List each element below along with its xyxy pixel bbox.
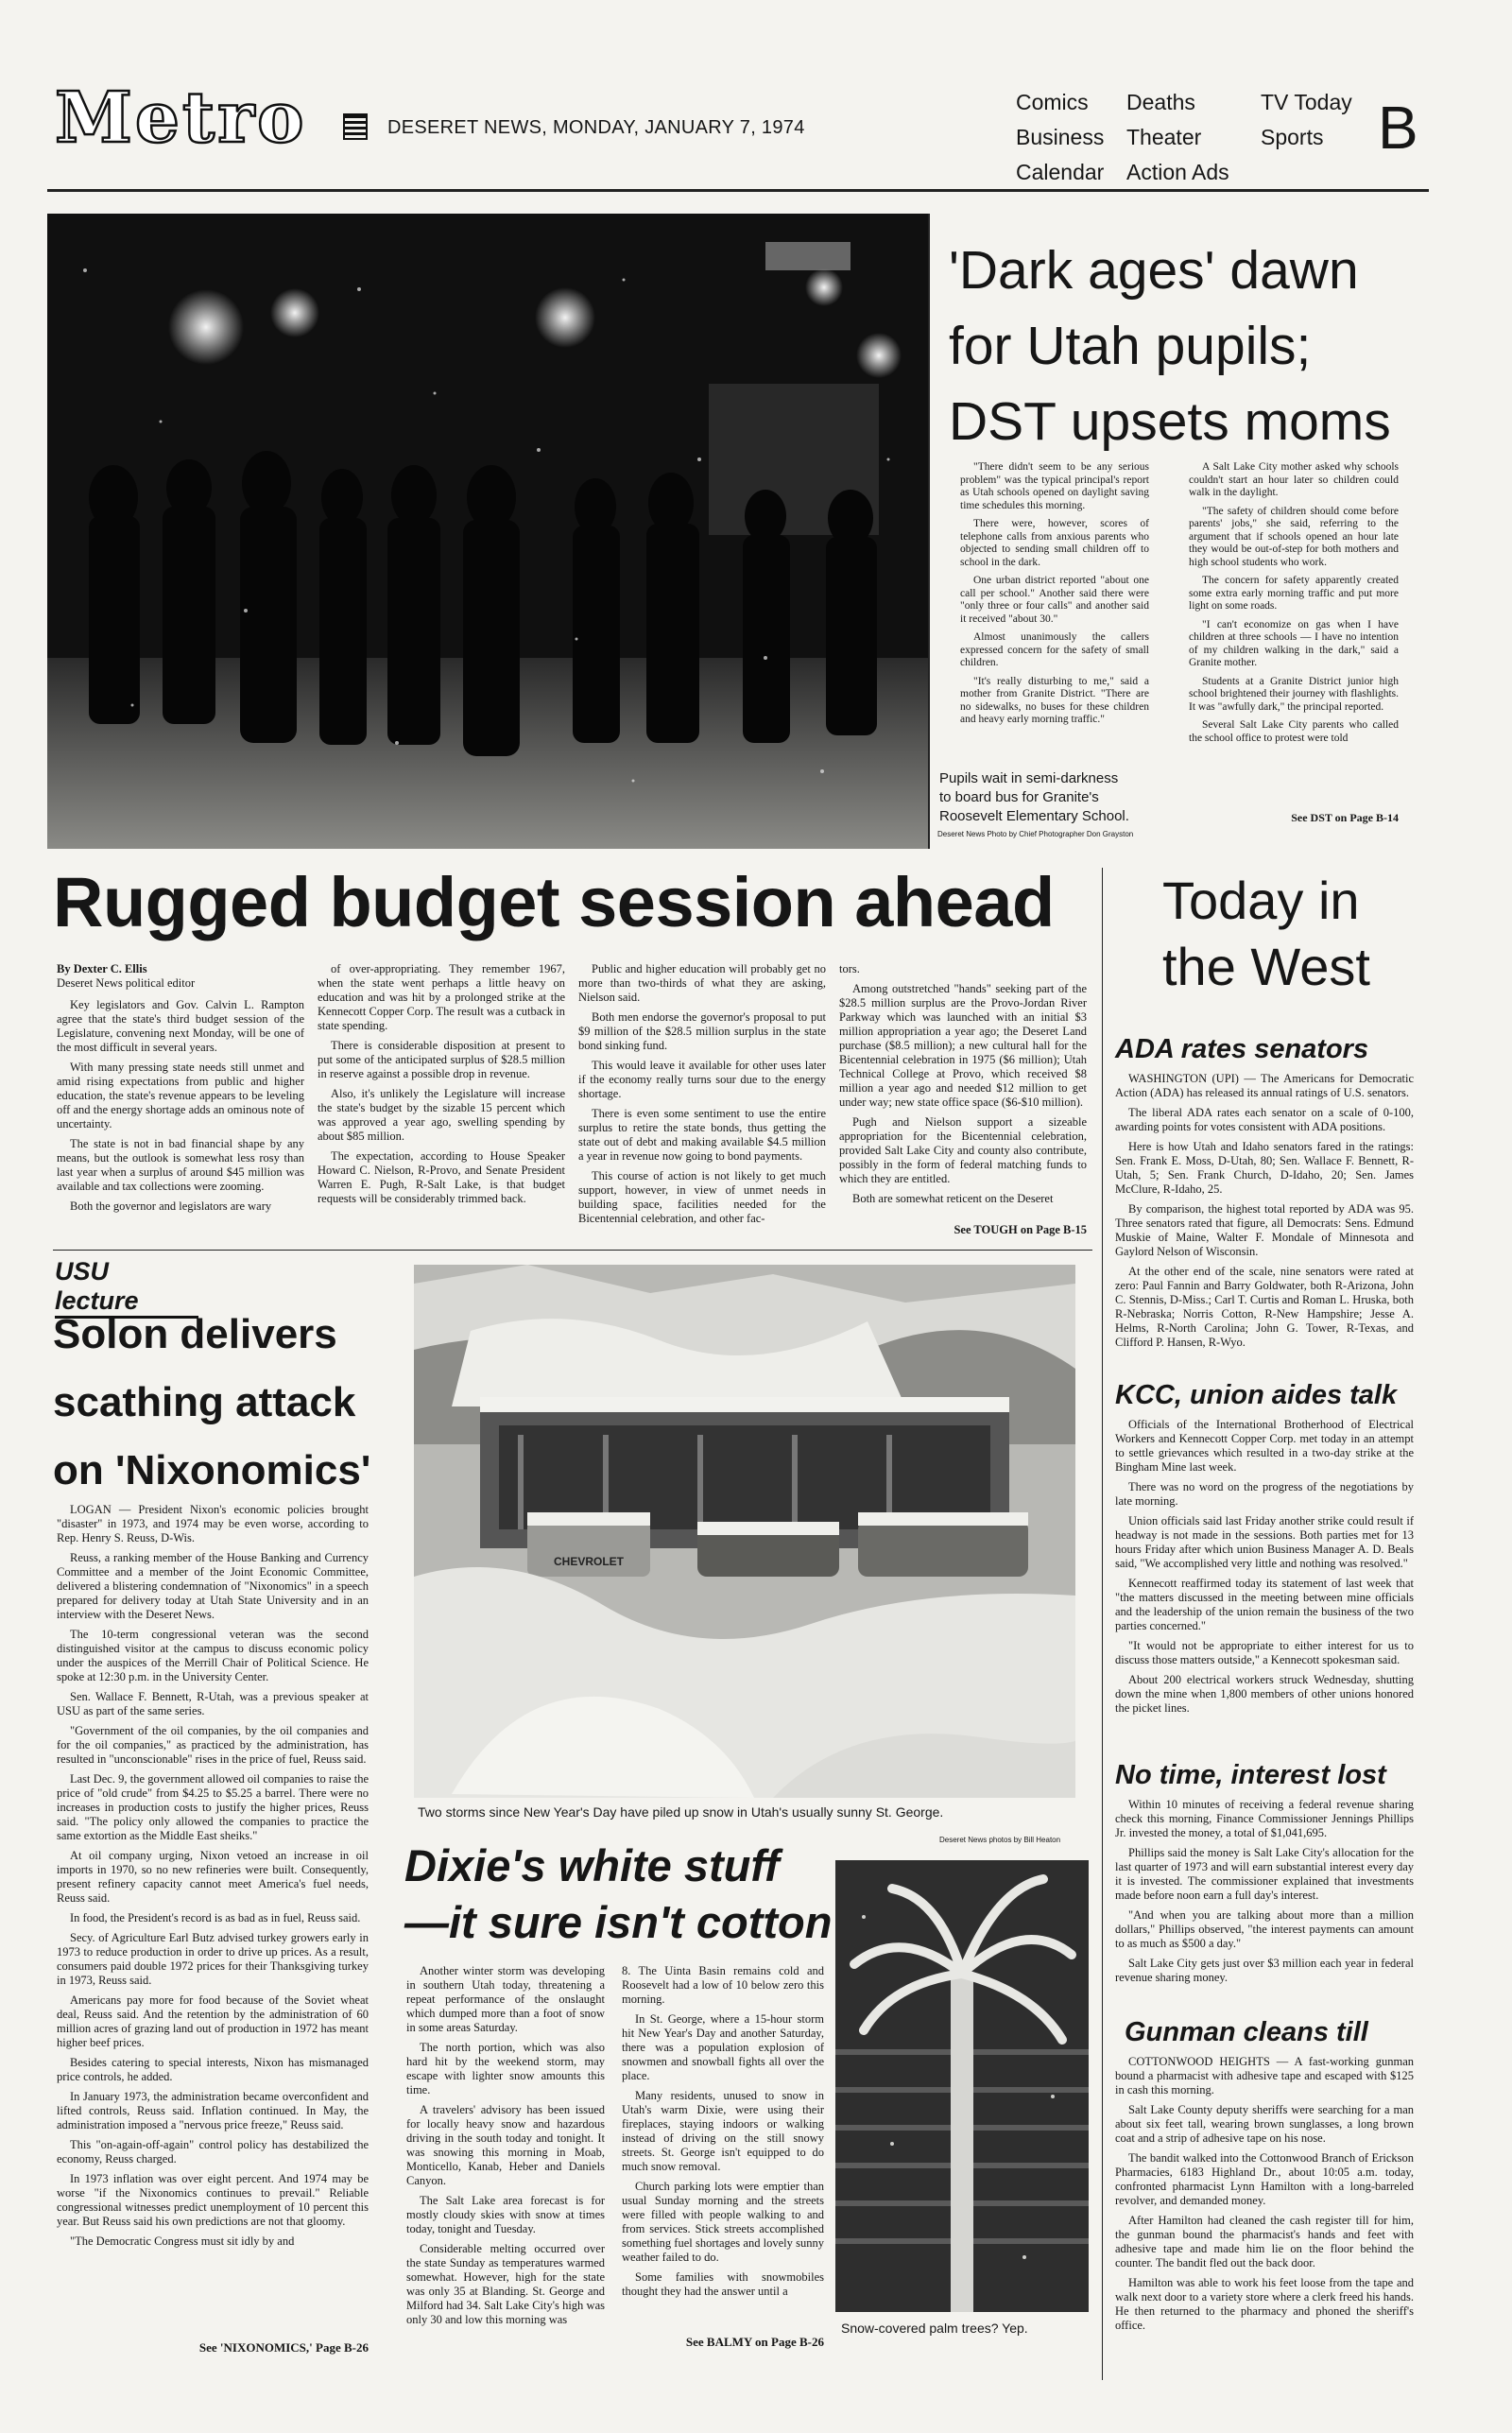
paragraph: Phillips said the money is Salt Lake City's allocation for the last quarter of 1973 and will earn substantial interest every day it is invested. The commissioner explained that investments made before noon earn a full day's interest. bbox=[1115, 1846, 1414, 1902]
section-title: Metro bbox=[55, 78, 307, 159]
paragraph: Public and higher education will probably get no more than two-thirds of what they are asking, Nielson said. bbox=[578, 962, 826, 1004]
usu-kicker: USU lecture bbox=[55, 1257, 198, 1319]
usu-headline: Solon delivers scathing attack on 'Nixonomics' bbox=[53, 1311, 371, 1493]
paragraph: "There didn't seem to be any serious problem" was the typical principal's report as Utah schools opened on daylight saving time schedules this morning. bbox=[960, 461, 1149, 511]
paragraph: Salt Lake City gets just over $3 million each year in federal revenue sharing money. bbox=[1115, 1957, 1414, 1984]
today-in-west-title: Today in the West bbox=[1162, 871, 1370, 996]
paragraph: Church parking lots were emptier than usual Sunday morning and the streets were filled with people walking to and from services. Stick streets accomplished something fuel shortages and lovely sunny weather failed to do. bbox=[622, 2180, 824, 2264]
paragraph: The expectation, according to House Speaker Howard C. Nielson, R-Provo, and Senate President Warren E. Pugh, R-Salt Lake, is that budget requests will be considerably trimmed back. bbox=[318, 1149, 565, 1205]
paragraph: In January 1973, the administration became overconfident and lifted controls, Reuss said. Inflation continued. In May, the administration imposed a "nervous price freeze," Reuss said. bbox=[57, 2090, 369, 2131]
gunman-body bbox=[1115, 2055, 1414, 2338]
dst-headline bbox=[949, 233, 1421, 459]
paragraph: The liberal ADA rates each senator on a scale of 0-100, awarding points for votes consistent with ADA positions. bbox=[1115, 1106, 1414, 1133]
paragraph: 8. The Uinta Basin remains cold and Roosevelt had a low of 10 below zero this morning. bbox=[622, 1964, 824, 2006]
section-letter: B bbox=[1378, 94, 1418, 162]
interest-headline: No time, interest lost bbox=[1115, 1760, 1386, 1790]
paragraph: Considerable melting occurred over the state Sunday as temperatures warmed somewhat. However, high for the state was only 35 at Blanding. St. George and Milford had 34. Salt Lake City's high was only 30 and low this morning was bbox=[406, 2242, 605, 2326]
paragraph: After Hamilton had cleaned the cash register till for him, the gunman bound the pharmacist's hands and feet with adhesive tape and made him lie on the floor behind the counter. The bandit fled out the back door. bbox=[1115, 2214, 1414, 2269]
palm-tree-photo bbox=[835, 1860, 1089, 2312]
paragraph: COTTONWOOD HEIGHTS — A fast-working gunman bound a pharmacist with adhesive tape and escaped with $125 in cash this morning. bbox=[1115, 2055, 1414, 2097]
paragraph: WASHINGTON (UPI) — The Americans for Democratic Action (ADA) has released its annual ratings of U.S. senators. bbox=[1115, 1072, 1414, 1099]
pupils-in-darkness-image bbox=[47, 214, 928, 849]
dateline: DESERET NEWS, MONDAY, JANUARY 7, 1974 bbox=[387, 117, 805, 138]
gunman-headline: Gunman cleans till bbox=[1125, 2017, 1368, 2047]
paragraph: Many residents, unused to snow in Utah's warm Dixie, were using their fireplaces, staying indoors or walking instead of driving on the still snowy streets. St. George isn't equipped to do much snow removal. bbox=[622, 2089, 824, 2173]
budget-column-1 bbox=[57, 962, 304, 1236]
paragraph: Students at a Granite District junior high school brightened their journey with flashlights. It was "awfully dark," the principal reported. bbox=[1189, 675, 1399, 713]
paragraph: Both the governor and legislators are wary bbox=[70, 1199, 272, 1213]
paragraph: Last Dec. 9, the government allowed oil companies to raise the price of "old crude" from $4.25 to $5.25 a barrel. There were no increases in production costs to justify the higher prices, Reuss said. "The policy only allowed the companies to practice the same extortion as the Middle East sheiks." bbox=[57, 1772, 369, 1842]
masthead-rule bbox=[47, 189, 1429, 192]
paragraph: The Salt Lake area forecast is for mostly cloudy skies with snow at times today, tonight and Tuesday. bbox=[406, 2194, 605, 2235]
kcc-body bbox=[1115, 1418, 1414, 1751]
paragraph: About 200 electrical workers struck Wednesday, shutting down the mine when 1,800 members of other unions honored the picket lines. bbox=[1115, 1673, 1414, 1715]
paragraph: "It's really disturbing to me," said a mother from Granite District. "There are no sidewalks, no buses for these children and heavy early morning traffic." bbox=[960, 675, 1149, 725]
budget-headline: Rugged budget session ahead bbox=[53, 863, 1055, 941]
paragraph: This course of action is not likely to get much support, however, in view of unmet needs in building space, facilities needed for the Bicentennial celebration, and other fac- bbox=[578, 1169, 826, 1225]
paragraph: The north portion, which was also hard hit by the weekend storm, may escape with lighter snow amounts this time. bbox=[406, 2041, 605, 2097]
paragraph: of over-appropriating. They remember 1967, when the state went perhaps a little heavy on education and was hit by a prolonged strike at the Kennecott Copper Corp. The result was a cutback in state spending. bbox=[318, 962, 565, 1032]
index-item-tv-today[interactable]: TV Today bbox=[1261, 90, 1352, 114]
snow-photo-credit: Deseret News photos by Bill Heaton bbox=[939, 1836, 1061, 1844]
snow-photo-caption: Two storms since New Year's Day have piled up snow in Utah's usually sunny St. George. bbox=[418, 1804, 944, 1820]
snow-buildup-image bbox=[414, 1265, 1075, 1798]
paragraph: Salt Lake County deputy sheriffs were searching for a man about six feet tall, wearing brown sunglasses, a long brown coat and a strip of adhesive tape on his nose. bbox=[1115, 2103, 1414, 2145]
paragraph: "It would not be appropriate to either interest for us to discuss those matters outside," a Kennecott spokesman said. bbox=[1115, 1639, 1414, 1666]
dixie-jump-link[interactable]: See BALMY on Page B-26 bbox=[685, 2335, 824, 2349]
paragraph: The 10-term congressional veteran was the second distinguished visitor at the campus to discuss economic policy under the auspices of the Merrill Chair of Political Science. He spoke at 12:30 p.m. in the University Center. bbox=[57, 1628, 369, 1683]
dst-photo-credit: Deseret News Photo by Chief Photographer Don Grayston bbox=[937, 830, 1134, 838]
interest-body bbox=[1115, 1798, 1414, 2010]
paragraph: Americans pay more for food because of the Soviet wheat deal, Reuss said. And the retention by the administration of 60 million acres of grazing land out of production in 1972 has meant higher beef prices. bbox=[57, 1993, 369, 2049]
paragraph: In food, the President's record is as bad as in fuel, Reuss said. bbox=[70, 1911, 361, 1924]
paragraph: The state is not in bad financial shape by any means, but the outlook is somewhat less rosy than last year when a surplus of around $45 million was available and tax collections were zooming. bbox=[57, 1137, 304, 1193]
dst-column-1 bbox=[960, 461, 1149, 764]
index-item-action-ads[interactable]: Action Ads bbox=[1126, 160, 1229, 184]
budget-column-3 bbox=[578, 962, 826, 1236]
paragraph: "The safety of children should come before parents' jobs," she said, referring to the argument that if schools opened an hour late they would be out-of-step for both mothers and high school students who work. bbox=[1189, 505, 1399, 568]
paragraph: "The Democratic Congress must sit idly by and bbox=[70, 2235, 295, 2248]
paragraph: One urban district reported "about one call per school." Another said there were "only three or four calls" and another said it received "about 30." bbox=[960, 575, 1149, 625]
dst-headline-line3: DST upsets moms bbox=[949, 391, 1391, 452]
paragraph: Within 10 minutes of receiving a federal revenue sharing check this morning, Finance Commissioner Jennings Phillips Jr. invested the money, a total of $1,041,695. bbox=[1115, 1798, 1414, 1839]
section-index-col3 bbox=[1261, 85, 1352, 155]
st-george-snow-photo bbox=[414, 1265, 1075, 1798]
dst-photo-caption: Pupils wait in semi-darkness to board bus for Granite's Roosevelt Elementary School. bbox=[939, 770, 1129, 824]
index-item-theater[interactable]: Theater bbox=[1126, 125, 1202, 149]
paragraph: This would leave it available for other uses later if the economy really turns sour due to the energy shortage. bbox=[578, 1059, 826, 1100]
paragraph: There is even some sentiment to use the entire surplus to retire the state bonds, thus getting the state out of debt and making available $4.5 million a year in revenue now going to bond payments. bbox=[578, 1107, 826, 1163]
usu-jump-link[interactable]: See 'NIXONOMICS,' Page B-26 bbox=[198, 2340, 369, 2355]
index-item-business[interactable]: Business bbox=[1016, 125, 1105, 149]
budget-byline-title: Deseret News political editor bbox=[57, 976, 196, 990]
paragraph: Officials of the International Brotherhood of Electrical Workers and Kennecott Copper Corp. met today in an attempt to settle grievances which resulted in a two-day strike at the Bingham Mine last week. bbox=[1115, 1418, 1414, 1474]
index-item-deaths[interactable]: Deaths bbox=[1126, 90, 1195, 114]
paragraph: Here is how Utah and Idaho senators fared in the ratings: Sen. Frank E. Moss, D-Utah, 80; Sen. Wallace F. Bennett, R-Utah, 5; Sen. Frank Church, D-Idaho, 20; Sen. James McClure, R-Idaho, 25. bbox=[1115, 1140, 1414, 1196]
dst-column-2 bbox=[1189, 461, 1399, 802]
kcc-headline: KCC, union aides talk bbox=[1115, 1380, 1398, 1410]
budget-byline: By Dexter C. Ellis bbox=[57, 962, 147, 975]
snow-covered-palm-image bbox=[835, 1860, 1089, 2312]
masthead bbox=[47, 74, 1427, 195]
paragraph: "And when you are talking about more than a million dollars," Phillips observed, "the interest payments can amount to as much as $500 a day." bbox=[1115, 1908, 1414, 1950]
budget-jump-link[interactable]: See TOUGH on Page B-15 bbox=[954, 1223, 1087, 1236]
ada-headline: ADA rates senators bbox=[1115, 1034, 1369, 1064]
paragraph: Hamilton was able to work his feet loose from the tape and walk next door to a variety store where a clerk freed his hands. He then returned to the pharmacy and phoned the sheriff's office. bbox=[1115, 2276, 1414, 2332]
dst-story bbox=[928, 214, 1431, 849]
paragraph: tors. bbox=[839, 962, 860, 975]
truck-grille-text: CHEVROLET bbox=[553, 1555, 625, 1568]
dst-bus-stop-photo bbox=[47, 214, 928, 849]
paragraph: Both are somewhat reticent on the Deseret bbox=[852, 1192, 1054, 1205]
paragraph: At the other end of the scale, nine senators were rated at zero: Paul Fannin and Barry Goldwater, both R-Arizona, John C. Stennis, D-Miss.; Carl T. Curtis and Roman L. Hruska, both R-Nebraska; Norris Cotton, R-New Hampshire; Jesse A. Helms, R-North Carolina; John G. Tower, R-Texas, and Clifford P. Hansen, R-Wyo. bbox=[1115, 1265, 1414, 1349]
paragraph: In 1973 inflation was over eight percent. And 1974 may be worse "if the Nixonomics continues to prevail." Reliable congressional witnesses predict unemployment of 10 percent this year. But Reuss said his own predictions are not that gloomy. bbox=[57, 2172, 369, 2228]
paragraph: Some families with snowmobiles thought they had the answer until a bbox=[622, 2270, 824, 2298]
section-rule bbox=[53, 1250, 1092, 1251]
paragraph: A travelers' advisory has been issued for locally heavy snow and hazardous driving in the south today and tonight. It was snowing this morning in Moab, Monticello, Kanab, Heber and Daniels Canyon. bbox=[406, 2103, 605, 2187]
paragraph: The bandit walked into the Cottonwood Branch of Erickson Pharmacies, 6183 Highland Dr., about 10:05 a.m. today, confronted pharmacist Lynn Hamilton with a long-barreled revolver, and demanded money. bbox=[1115, 2151, 1414, 2207]
paragraph: Pugh and Nielson support a sizeable appropriation for the Bicentennial celebration, provided Salt Lake City and county also contribute, possibly in the form of federal matching funds to which they are entitled. bbox=[839, 1115, 1087, 1185]
dst-jump-link[interactable]: See DST on Page B-14 bbox=[1291, 811, 1399, 824]
dst-headline-line1: 'Dark ages' dawn bbox=[949, 240, 1359, 301]
paragraph: "I can't economize on gas when I have children at three schools — I have no intention of my children walking in the dark," said a Granite mother. bbox=[1189, 618, 1399, 668]
palm-photo-caption: Snow-covered palm trees? Yep. bbox=[841, 2321, 1028, 2336]
paragraph: Another winter storm was developing in southern Utah today, threatening a repeat performance of the onslaught which dumped more than a foot of snow in some areas Saturday. bbox=[406, 1964, 605, 2034]
paragraph: There is considerable disposition at present to put some of the anticipated surplus of $28.5 million in reserve against a possible drop in revenue. bbox=[318, 1039, 565, 1080]
dixie-column-2 bbox=[622, 1964, 824, 2329]
paragraph: This "on-again-off-again" control policy has destabilized the economy, Reuss charged. bbox=[57, 2138, 369, 2166]
paragraph: Several Salt Lake City parents who called the school office to protest were told bbox=[1189, 719, 1399, 744]
dixie-column-1 bbox=[406, 1964, 605, 2342]
paragraph: Secy. of Agriculture Earl Butz advised turkey growers early in 1973 to reduce production in order to drive up prices. As a result, consumers paid double 1972 prices for their Thanksgiving turkey in 1973, Reuss said. bbox=[57, 1931, 369, 1987]
index-item-comics[interactable]: Comics bbox=[1016, 90, 1089, 114]
paragraph: Kennecott reaffirmed today its statement of last week that "the matters discussed in the meeting between mine officials and the leadership of the union remain the business of the two parties concerned." bbox=[1115, 1577, 1414, 1632]
index-item-calendar[interactable]: Calendar bbox=[1016, 160, 1105, 184]
paragraph: At oil company urging, Nixon vetoed an increase in oil imports in 1970, so no new refineries were built. Consequently, present refinery capacity cannot meet America's fuel needs, Reuss said. bbox=[57, 1849, 369, 1905]
paragraph: Among outstretched "hands" seeking part of the $28.5 million surplus are the Provo-Jordan River Parkway which was launched with an initial $3 million appropriation a year ago; the Deseret Land purchase ($8.5 million); a new cultural hall for the Bicentennial celebration in 1975 ($6 million); Utah Technical College at Provo, which received $8 million a year ago and needed $12 million to get under way; new state office space ($6-$10 million). bbox=[839, 982, 1087, 1109]
paragraph: There were, however, scores of telephone calls from anxious parents who objected to sending small children off to school in the dark. bbox=[960, 518, 1149, 568]
section-index-col2 bbox=[1126, 85, 1229, 190]
usu-body bbox=[57, 1503, 369, 2331]
deseret-logo-icon bbox=[343, 113, 368, 140]
paragraph: Sen. Wallace F. Bennett, R-Utah, was a previous speaker at USU as part of the same series. bbox=[57, 1690, 369, 1717]
paragraph: By comparison, the highest total reported by ADA was 95. Three senators rated that figure, all Democrats: Sens. Edmund Muskie of Maine, Walter F. Mondale of Minnesota and Gaylord Nelson of Wisconsin. bbox=[1115, 1202, 1414, 1258]
index-item-sports[interactable]: Sports bbox=[1261, 125, 1324, 149]
paragraph: The concern for safety apparently created some extra early morning traffic and put more light on some roads. bbox=[1189, 575, 1399, 612]
paragraph: Almost unanimously the callers expressed concern for the safety of small children. bbox=[960, 631, 1149, 668]
paragraph: Both men endorse the governor's proposal to put $9 million of the $28.5 million surplus in the state bond sinking fund. bbox=[578, 1010, 826, 1052]
paragraph: There was no word on the progress of the negotiations by late morning. bbox=[1115, 1480, 1414, 1508]
dixie-headline: Dixie's white stuff —it sure isn't cotton bbox=[404, 1840, 833, 1947]
paragraph: Union officials said last Friday another strike could result if headway is not made in the sessions. Both parties met for 13 hours Friday after which union Business Manager A. D. Beals said, "We accomplished very little and nothing was resolved." bbox=[1115, 1514, 1414, 1570]
paragraph: Besides catering to special interests, Nixon has mismanaged price controls, he added. bbox=[57, 2056, 369, 2083]
paragraph: "Government of the oil companies, by the oil companies and for the oil companies," as practiced by the administration, has resulted in "unconscionable" rises in the price of fuel, Reuss said. bbox=[57, 1724, 369, 1766]
paragraph: A Salt Lake City mother asked why schools couldn't start an hour later so children could walk in the daylight. bbox=[1189, 461, 1399, 498]
paragraph: With many pressing state needs still unmet and amid rising expectations from public and higher education, the state's revenue appears to be leveling off and the energy shortage adds an ominous note of uncertainty. bbox=[57, 1061, 304, 1130]
budget-column-4 bbox=[839, 962, 1087, 1219]
dst-headline-line2: for Utah pupils; bbox=[949, 316, 1312, 376]
paragraph: Key legislators and Gov. Calvin L. Rampton agree that the state's third budget session of the Legislature, convening next Monday, will be one of the most difficult in several years. bbox=[57, 998, 304, 1054]
paragraph: Reuss, a ranking member of the House Banking and Currency Committee and a member of the Joint Economic Committee, delivered a blistering condemnation of "Nixonomics" in a speech prepared for delivery today at Utah State University and in an interview with the Deseret News. bbox=[57, 1551, 369, 1621]
paragraph: LOGAN — President Nixon's economic policies brought "disaster" in 1973, and 1974 may be even worse, according to Rep. Henry S. Reuss, D-Wis. bbox=[57, 1503, 369, 1544]
section-index-col1 bbox=[1016, 85, 1104, 190]
column-divider bbox=[1102, 868, 1103, 2380]
ada-body bbox=[1115, 1072, 1414, 1384]
budget-column-2 bbox=[318, 962, 565, 1236]
paragraph: Also, it's unlikely the Legislature will increase the state's budget by the sizable 15 percent which was approved a year ago, swelling spending by about $85 million. bbox=[318, 1087, 565, 1143]
paragraph: In St. George, where a 15-hour storm hit New Year's Day and another Saturday, there was a population explosion of snowmen and snowball fights all over the place. bbox=[622, 2012, 824, 2082]
